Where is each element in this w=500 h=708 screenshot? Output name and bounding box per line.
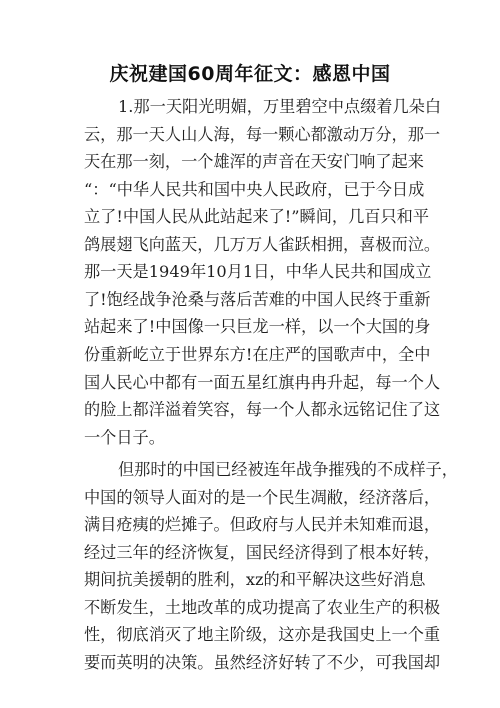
document-title: 庆祝建国60周年征文：感恩中国 bbox=[109, 63, 391, 85]
text-line-content: 一个日子。 bbox=[84, 427, 165, 447]
text-line-content: 云，那一天人山人海，每一颗心都激动万分，那一 bbox=[84, 124, 441, 144]
text-line-content: 不断发生，土地改革的成功提高了农业生产的积极 bbox=[84, 597, 441, 617]
text-line-content: 鸽展翅飞向蓝天，几万万人雀跃相拥，喜极而泣。 bbox=[84, 234, 441, 254]
text-line-content: 立了!中国人民从此站起来了!”瞬间，几百只和平 bbox=[84, 207, 430, 227]
text-line-content: 的脸上都洋溢着笑容，每一个人都永远铭记住了这 bbox=[84, 400, 441, 420]
text-line-content: 经过三年的经济恢复，国民经济得到了根本好转， bbox=[84, 542, 441, 562]
text-line-content: 1.那一天阳光明媚，万里碧空中点缀着几朵白 bbox=[118, 97, 442, 116]
text-line-content: 中国的领导人面对的是一个民生凋敝，经济落后， bbox=[84, 487, 441, 507]
text-line-content: 性，彻底消灭了地主阶级，这亦是我国史上一个重 bbox=[84, 625, 441, 645]
text-line-content: 满目疮痍的烂摊子。但政府与人民并未知难而退， bbox=[84, 515, 441, 535]
text-line-content: 站起来了!中国像一只巨龙一样，以一个大国的身 bbox=[84, 317, 431, 337]
text-line-content: “：“中华人民共和国中央人民政府，已于今日成 bbox=[84, 179, 425, 199]
text-line-content: 要而英明的决策。虽然经济好转了不少，可我国却 bbox=[84, 653, 441, 672]
text-line-content: 期间抗美援朝的胜利，xz的和平解决这些好消息 bbox=[84, 570, 426, 590]
text-line-content: 了!饱经战争沧桑与落后苦难的中国人民终于重新 bbox=[84, 289, 431, 309]
text-line-content: 那一天是1949年10月1日，中华人民共和国成立 bbox=[84, 262, 432, 282]
text-line-content: 份重新屹立于世界东方!在庄严的国歌声中，全中 bbox=[84, 345, 431, 364]
text-line-content: 但那时的中国已经被连年战争摧残的不成样子， bbox=[118, 460, 458, 480]
text-line-content: 天在那一刻，一个雄浑的声音在天安门响了起来 bbox=[84, 152, 424, 172]
text-line-content: 国人民心中都有一面五星红旗冉冉升起，每一个人 bbox=[84, 372, 441, 392]
